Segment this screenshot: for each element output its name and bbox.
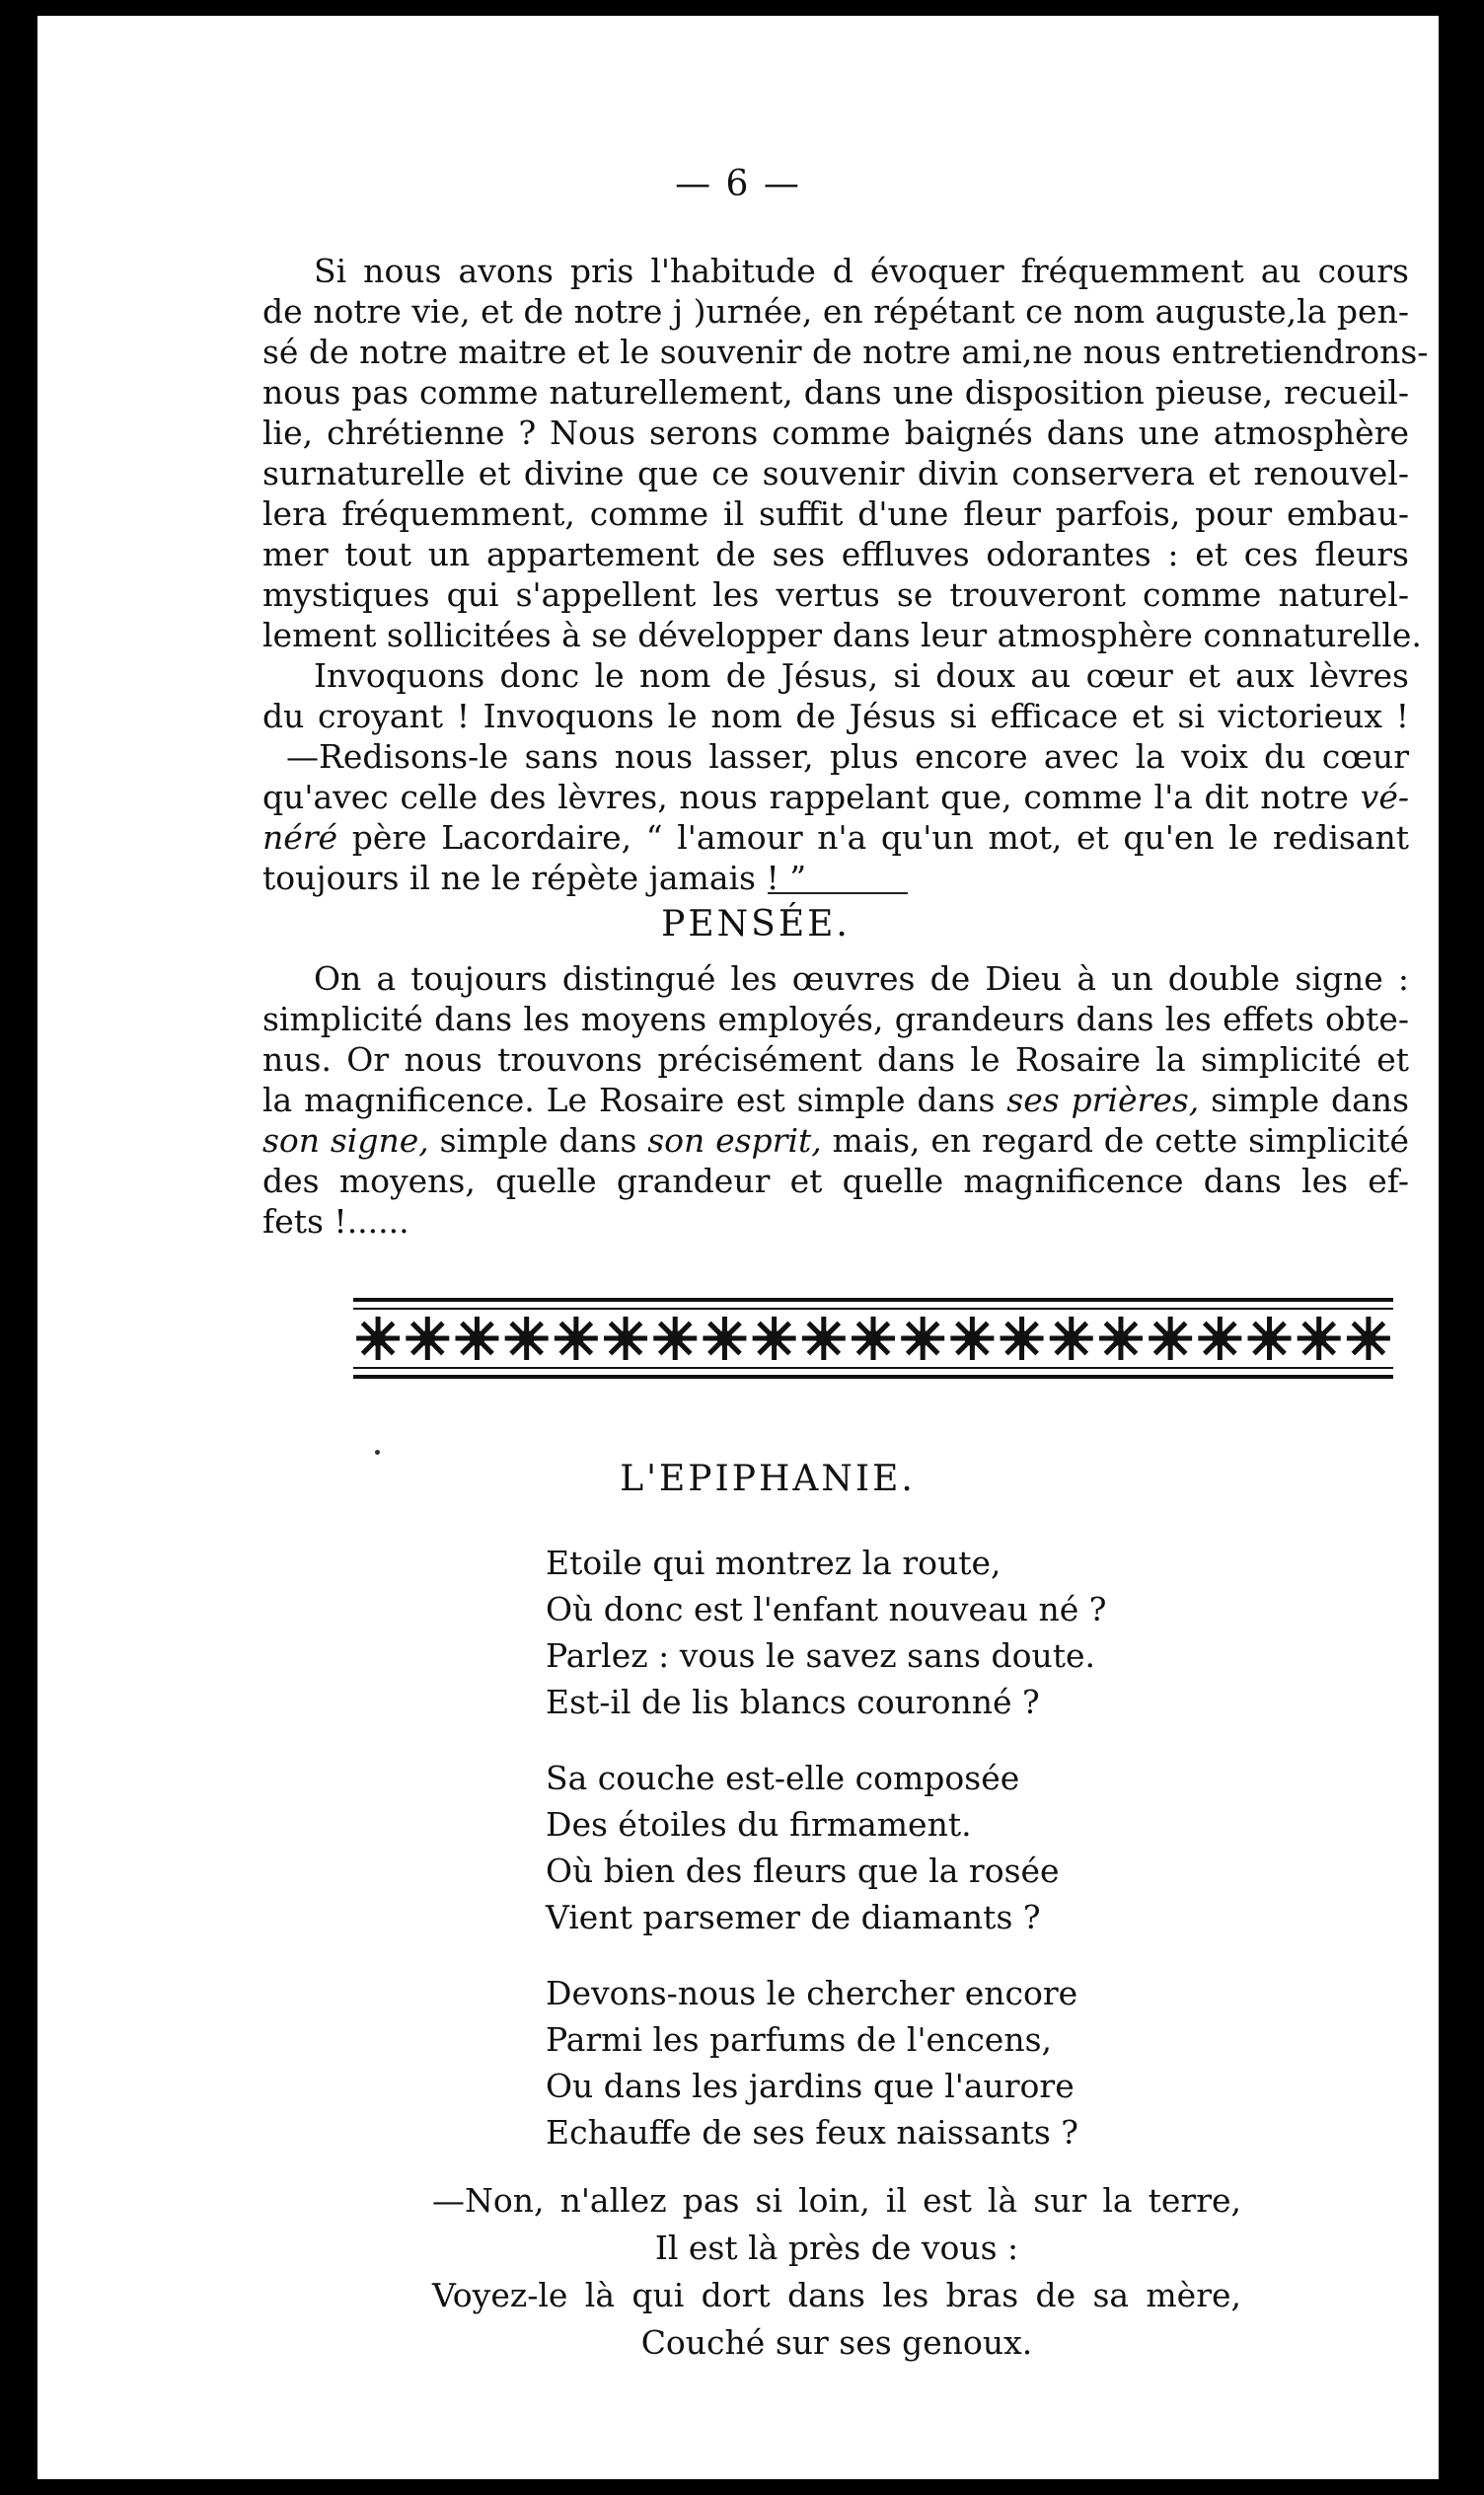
ornament-top-rule	[353, 1298, 1393, 1302]
italic-segment: vé-	[1360, 778, 1409, 816]
page	[37, 16, 1439, 2479]
italic-segment: son signe,	[262, 1121, 429, 1160]
paragraph-text	[262, 251, 1429, 655]
poem-title: L'EPIPHANIE.	[620, 1459, 916, 1499]
pensee-paragraph	[262, 958, 1409, 1242]
poem-body	[546, 1540, 1236, 2185]
poem-stanza	[546, 1755, 1236, 1940]
italic-segment: son esprit,	[647, 1121, 822, 1160]
poem-final-stanza	[432, 2177, 1241, 2367]
snowflake-icon	[505, 1317, 549, 1360]
italic-segment: néré	[262, 818, 338, 857]
text-line: des moyens, quelle grandeur et quelle magnificence dans les ef-	[262, 1162, 1409, 1200]
snowflake-icon	[1198, 1317, 1241, 1360]
text-line: toujours il ne le répète jamais ! ”	[262, 859, 807, 897]
text-line: Invoquons donc le nom de Jésus, si doux au cœur et aux lèvres	[314, 656, 1409, 695]
snowflake-icon	[356, 1317, 400, 1360]
poem-verse: Etoile qui montrez la route,	[546, 1544, 1002, 1582]
text-line: On a toujours distingué les œuvres de Dieu à un double signe :	[314, 959, 1409, 998]
snowflake-icon	[753, 1317, 796, 1360]
snowflake-icon	[852, 1317, 895, 1360]
text-segment: la magnificence. Le Rosaire est simple dans	[262, 1081, 996, 1119]
poem-verse: —Non, n'allez pas si loin, il est là sur la terre,	[432, 2181, 1241, 2220]
text-line	[262, 1120, 1409, 1161]
snowflake-icon	[406, 1317, 449, 1360]
snowflake-icon	[703, 1317, 746, 1360]
text-line: de notre vie, et de notre j )urnée, en répétant ce nom auguste,la pen-	[262, 292, 1409, 331]
ornament-bottom-inner-rule	[353, 1367, 1393, 1369]
poem-stanza	[546, 1970, 1236, 2155]
snowflake-icon	[802, 1317, 846, 1360]
text-line	[262, 817, 1409, 858]
italic-segment: ses prières,	[1006, 1081, 1200, 1119]
ornament-top-inner-rule	[353, 1308, 1393, 1310]
text-segment: simple dans	[439, 1121, 637, 1160]
page-number: — 6 —	[675, 164, 801, 204]
text-line: du croyant ! Invoquons le nom de Jésus si efficace et si victorieux !	[262, 697, 1409, 735]
text-line: sé de notre maitre et le souvenir de notre ami,ne nous entretiendrons-	[262, 333, 1429, 371]
poem-verse: Echauffe de ses feux naissants ?	[546, 2113, 1079, 2152]
snowflake-icon	[901, 1317, 944, 1360]
ornament-motifs	[356, 1317, 1390, 1360]
text-line: Si nous avons pris l'habitude d évoquer fréquemment au cours	[314, 252, 1409, 290]
snowflake-icon	[604, 1317, 647, 1360]
poem-verse: Où bien des fleurs que la rosée	[546, 1852, 1060, 1890]
text-line: fets !......	[262, 1202, 409, 1241]
poem-verse: Est-il de lis blancs couronné ?	[546, 1683, 1040, 1721]
snowflake-icon	[1050, 1317, 1093, 1360]
poem-verse: Des étoiles du firmament.	[546, 1805, 972, 1844]
poem-verse: Ou dans les jardins que l'aurore	[546, 2067, 1075, 2105]
snowflake-icon	[1099, 1317, 1143, 1360]
snowflake-icon	[1001, 1317, 1044, 1360]
poem-verse: Voyez-le là qui dort dans les bras de sa mère,	[432, 2276, 1241, 2314]
text-line: surnaturelle et divine que ce souvenir divin conservera et renouvel-	[262, 454, 1409, 492]
poem-verse: Il est là près de vous :	[654, 2229, 1019, 2267]
paragraph-redisons	[262, 736, 1409, 898]
text-line	[262, 1080, 1409, 1120]
text-segment: simple dans	[1211, 1081, 1409, 1119]
pensee-title: PENSÉE.	[661, 904, 851, 945]
paragraph-invocation	[262, 251, 1429, 898]
text-line: —Redisons-le sans nous lasser, plus encore avec la voix du cœur	[286, 737, 1409, 776]
ornament-bottom-rule	[353, 1375, 1393, 1379]
text-segment: mais, en regard de cette simplicité	[832, 1121, 1409, 1160]
snowflake-icon	[1347, 1317, 1390, 1360]
snowflake-icon	[1298, 1317, 1341, 1360]
poem-verse: Devons-nous le chercher encore	[546, 1974, 1078, 2012]
printing-speck	[375, 1450, 380, 1455]
poem-verse: Parlez : vous le savez sans doute.	[546, 1636, 1095, 1675]
snowflake-icon	[653, 1317, 697, 1360]
text-line: simplicité dans les moyens employés, grandeurs dans les effets obte-	[262, 1000, 1409, 1038]
paragraph-text	[262, 958, 1409, 1242]
snowflake-icon	[950, 1317, 994, 1360]
poem-verse: Couché sur ses genoux.	[640, 2323, 1033, 2362]
text-line: mer tout un appartement de ses effluves odorantes : et ces fleurs	[262, 535, 1409, 573]
ornamental-border-band	[353, 1294, 1393, 1383]
text-line: nous pas comme naturellement, dans une disposition pieuse, recueil-	[262, 373, 1409, 412]
section-divider-rule	[768, 892, 908, 894]
snowflake-icon	[1149, 1317, 1192, 1360]
text-line	[262, 777, 1409, 817]
poem-stanza	[546, 1540, 1236, 1725]
text-line: lera fréquemment, comme il suffit d'une fleur parfois, pour embau-	[262, 494, 1409, 533]
poem-verse: Parmi les parfums de l'encens,	[546, 2020, 1053, 2059]
poem-verse: Où donc est l'enfant nouveau né ?	[546, 1590, 1107, 1628]
text-segment: père Lacordaire, “ l'amour n'a qu'un mot, et qu'en le redisant	[351, 818, 1409, 857]
snowflake-icon	[455, 1317, 498, 1360]
poem-verse: Vient parsemer de diamants ?	[546, 1898, 1041, 1936]
snowflake-icon	[1248, 1317, 1292, 1360]
paragraph-invoquons	[262, 655, 1409, 736]
text-segment: qu'avec celle des lèvres, nous rappelant que, comme l'a dit notre	[262, 778, 1349, 816]
snowflake-icon	[555, 1317, 598, 1360]
text-line: lie, chrétienne ? Nous serons comme baignés dans une atmosphère	[262, 414, 1409, 452]
text-line: nus. Or nous trouvons précisément dans le Rosaire la simplicité et	[262, 1040, 1409, 1079]
text-line: mystiques qui s'appellent les vertus se trouveront comme naturel-	[262, 575, 1409, 614]
text-line: lement sollicitées à se développer dans leur atmosphère connaturelle.	[262, 616, 1422, 654]
poem-verse: Sa couche est-elle composée	[546, 1759, 1020, 1797]
